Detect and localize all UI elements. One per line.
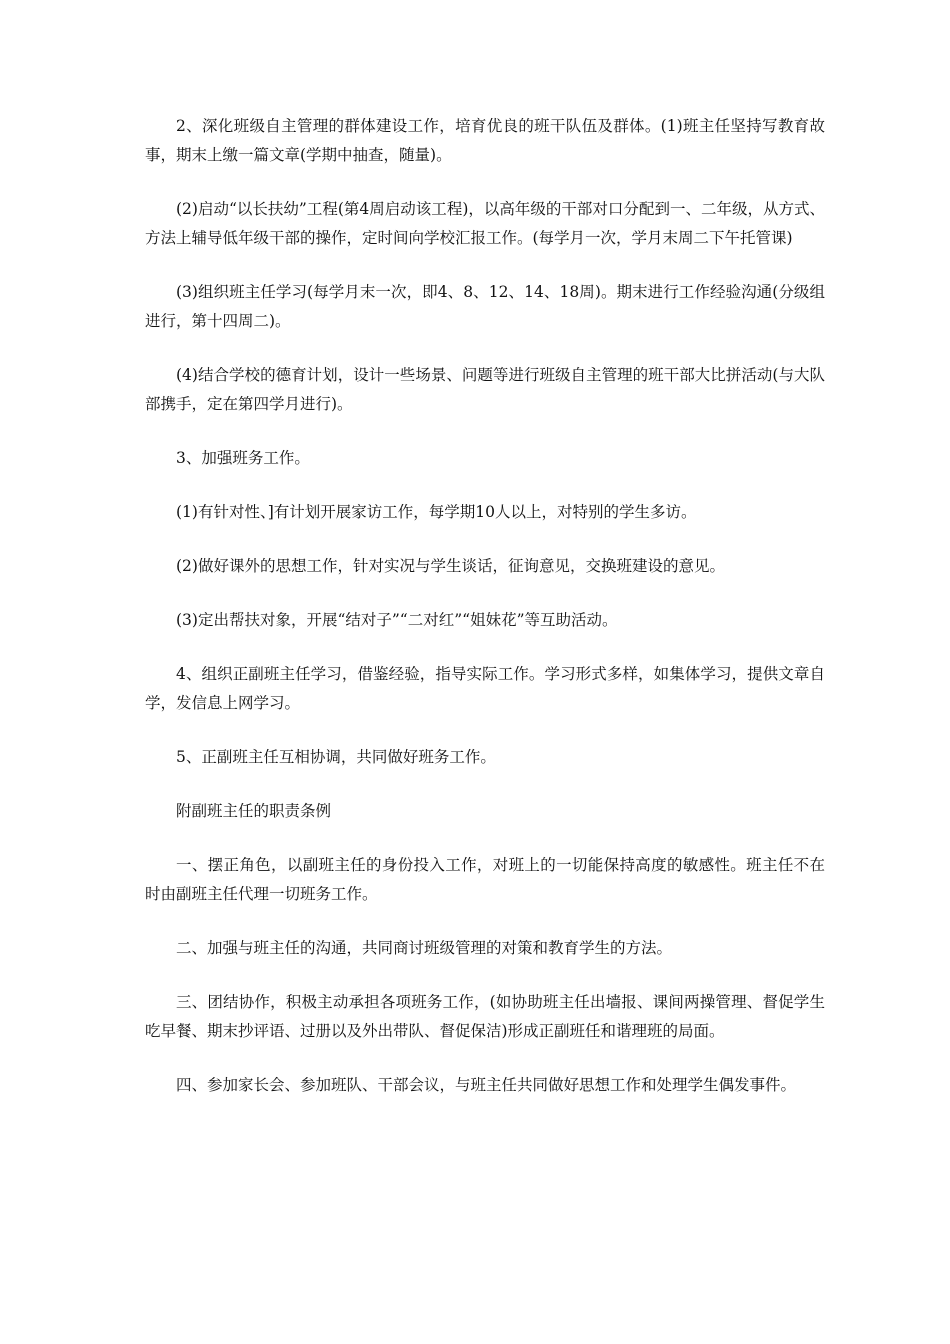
document-body — [145, 112, 825, 1125]
paragraph-class-affairs-heading: 3、加强班务工作。 — [176, 449, 310, 467]
paragraph-deputy-study: 4、组织正副班主任学习，借鉴经验，指导实际工作。学习形式多样，如集体学习，提供文章自学，发信息上网学习。 — [145, 665, 825, 712]
paragraph-coordination: 5、正副班主任互相协调，共同做好班务工作。 — [176, 748, 496, 766]
paragraph-teacher-study: (3)组织班主任学习(每学月末一次，即4、8、12、14、18周)。期末进行工作经验沟通(分级组进行，第十四周二)。 — [145, 283, 825, 330]
paragraph-moral-education-plan: (4)结合学校的德育计划，设计一些场景、问题等进行班级自主管理的班干部大比拼活动(与大队部携手，定在第四学月进行)。 — [145, 366, 825, 413]
paragraph-duty-one: 一、摆正角色，以副班主任的身份投入工作，对班上的一切能保持高度的敏感性。班主任不在时由副班主任代理一切班务工作。 — [145, 856, 825, 903]
paragraph-duty-three: 三、团结协作，积极主动承担各项班务工作，(如协助班主任出墙报、课间两操管理、督促学生吃早餐、期末抄评语、过册以及外出带队、督促保洁)形成正副班任和谐理班的局面。 — [145, 993, 825, 1040]
paragraph-duty-two: 二、加强与班主任的沟通，共同商讨班级管理的对策和教育学生的方法。 — [176, 939, 673, 957]
paragraph-ideological-work: (2)做好课外的思想工作，针对实况与学生谈话，征询意见，交换班建设的意见。 — [176, 557, 725, 575]
paragraph-duties-heading: 附副班主任的职责条例 — [176, 802, 332, 820]
paragraph-mentoring-project: (2)启动“以长扶幼”工程(第4周启动该工程)，以高年级的干部对口分配到一、二年级，从方式、方法上辅导低年级干部的操作，定时间向学校汇报工作。(每学月一次，学月末周二下午托管课) — [145, 200, 825, 247]
paragraph-duty-four: 四、参加家长会、参加班队、干部会议，与班主任共同做好思想工作和处理学生偶发事件。 — [176, 1076, 797, 1094]
paragraph-group-building: 2、深化班级自主管理的群体建设工作，培育优良的班干队伍及群体。(1)班主任坚持写教育故事，期末上缴一篇文章(学期中抽查，随量)。 — [145, 117, 825, 164]
paragraph-home-visits: (1)有针对性、]有计划开展家访工作，每学期10人以上，对特别的学生多访。 — [176, 503, 697, 521]
paragraph-peer-support: (3)定出帮扶对象，开展“结对子”“二对红”“姐妹花”等互助活动。 — [176, 611, 618, 629]
